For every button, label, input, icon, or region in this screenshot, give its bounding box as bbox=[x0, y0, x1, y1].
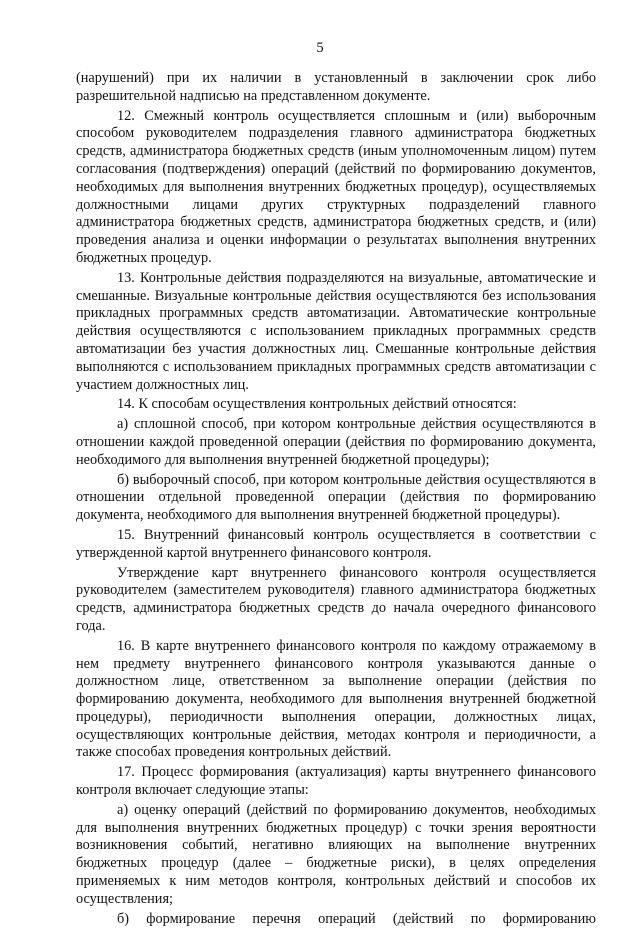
paragraph-17b: б) формирование перечня операций (действий по формированию bbox=[117, 910, 596, 927]
paragraph-17: 17. Процесс формирования (актуализация) карты внутреннего финансового контроля включает следующие этапы: bbox=[76, 764, 596, 799]
paragraph-13: 13. Контрольные действия подразделяются на визуальные, автоматические и смешанные. Визуальные контрольные действия осуществляются без использования прикладных программных средств автоматизации. Автоматические контрольные действия осуществляются с использованием прикладных программных средств автоматизации без участия должностных лиц. Смешанные контрольные действия выполняются с использованием прикладных программных средств автоматизации с участием должностных лиц. bbox=[76, 269, 596, 393]
paragraph-14: 14. К способам осуществления контрольных действий относятся: bbox=[117, 396, 517, 413]
paragraph-15: 15. Внутренний финансовый контроль осуществляется в соответствии с утвержденной картой внутреннего финансового контроля. bbox=[76, 526, 596, 561]
paragraph-14a: а) сплошной способ, при котором контрольные действия осуществляются в отношении каждой проведенной операции (действия по формированию документа, необходимого для выполнения внутренней бюджетной процедуры); bbox=[76, 416, 596, 468]
paragraph-14b: б) выборочный способ, при котором контрольные действия осуществляются в отношении отдельной проведенной операции (действия по формированию документа, необходимого для выполнения внутренней бюджетной процедуры). bbox=[76, 471, 596, 524]
paragraph-17a: а) оценку операций (действий по формированию документов, необходимых для выполнения внутренних бюджетных процедур) с точки зрения вероятности возникновения событий, негативно влияющих на выполнение внутренних бюджетных процедур (далее – бюджетные риски), в целях определения применяемых к ним методов контроля, контрольных действий и способов их осуществления; bbox=[76, 801, 596, 907]
document-body bbox=[76, 70, 596, 930]
page-number: 5 bbox=[316, 40, 324, 56]
paragraph-15-approval: Утверждение карт внутреннего финансового контроля осуществляется руководителем (заместителем руководителя) главного администратора бюджетных средств, администратора бюджетных средств до начала очередного финансового года. bbox=[76, 564, 596, 634]
paragraph-12: 12. Смежный контроль осуществляется сплошным и (или) выборочным способом руководителем подразделения главного администратора бюджетных средств, администратора бюджетных средств (иным уполномоченным лицом) путем согласования (подтверждения) операций (действий по формированию документов, необходимых для выполнения внутренних бюджетных процедур), осуществляемых должностными лицами других структурных подразделений главного администратора бюджетных средств, администратора бюджетных средств, и (или) проведения анализа и оценки информации о результатах выполнения внутренних бюджетных процедур. bbox=[76, 107, 596, 266]
paragraph-16: 16. В карте внутреннего финансового контроля по каждому отражаемому в нем предмету внутреннего финансового контроля указываются данные о должностном лице, ответственном за выполнение операции (действия по формированию документа, необходимого для выполнения внутренней бюджетной процедуры), периодичности выполнения операции, должностных лицах, осуществляющих контрольные действия, методах контроля и периодичности, а также способах проведения контрольных действий. bbox=[76, 637, 596, 761]
paragraph-continuation: (нарушений) при их наличии в установленный в заключении срок либо разрешительной надписью на представленном документе. bbox=[76, 70, 596, 104]
